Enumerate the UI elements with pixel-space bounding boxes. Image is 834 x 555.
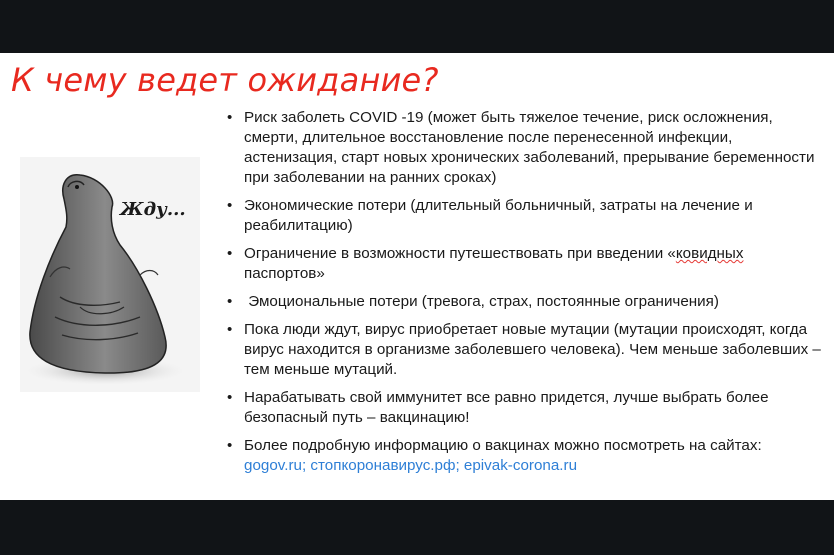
- bullet-dot: •: [227, 437, 233, 454]
- list-item: [224, 436, 824, 476]
- list-item: [224, 108, 824, 188]
- bullet-text: Экономические потери (длительный больничный, затраты на лечение и реабилитацию): [244, 197, 753, 234]
- bullet-text: Пока люди ждут, вирус приобретает новые мутации (мутации происходят, когда вирус находится в организме заболевшего человека). Чем меньше заболевших – тем меньше мутаций.: [244, 321, 821, 378]
- bullet-text: Риск заболеть COVID -19 (может быть тяжелое течение, риск осложнения, смерти, длительное восстановление после перенесенной инфекции, астенизация, старт новых хронических заболеваний, прерывание беременности при заболевании на ранних сроках): [244, 109, 815, 186]
- list-item: [224, 320, 824, 380]
- bullet-text: Эмоциональные потери (тревога, страх, постоянные ограничения): [244, 293, 719, 310]
- spellcheck-underlined-word: ковидных: [675, 245, 744, 262]
- list-item: [224, 292, 824, 312]
- bullet-dot: •: [227, 389, 233, 406]
- list-item: [224, 196, 824, 236]
- letterbox-bottom: [0, 500, 834, 555]
- bullet-dot: •: [227, 245, 233, 262]
- list-item: [224, 388, 824, 428]
- bullet-text: Нарабатывать свой иммунитет все равно придется, лучше выбрать более безопасный путь – вакцинацию!: [244, 389, 769, 426]
- bullet-text-continued: паспортов»: [244, 265, 325, 282]
- slide: [0, 53, 834, 500]
- bullet-dot: •: [227, 321, 233, 338]
- bullet-list: [224, 108, 824, 484]
- list-item: [224, 244, 824, 284]
- bullet-text: Более подробную информацию о вакцинах можно посмотреть на сайтах:: [244, 437, 762, 454]
- bullet-dot: •: [227, 197, 233, 214]
- slide-title: К чему ведет ожидание?: [11, 61, 439, 99]
- illustration-caption: Жду...: [120, 199, 186, 220]
- bullet-text: Ограничение в возможности путешествовать при введении «: [244, 245, 676, 262]
- bullet-dot: •: [227, 293, 233, 310]
- waiting-creature-illustration: [20, 157, 200, 392]
- letterbox-top: [0, 0, 834, 53]
- bullet-dot: •: [227, 109, 233, 126]
- vaccine-info-links[interactable]: gogov.ru; стопкоронавирус.рф; epivak-corona.ru: [244, 457, 578, 474]
